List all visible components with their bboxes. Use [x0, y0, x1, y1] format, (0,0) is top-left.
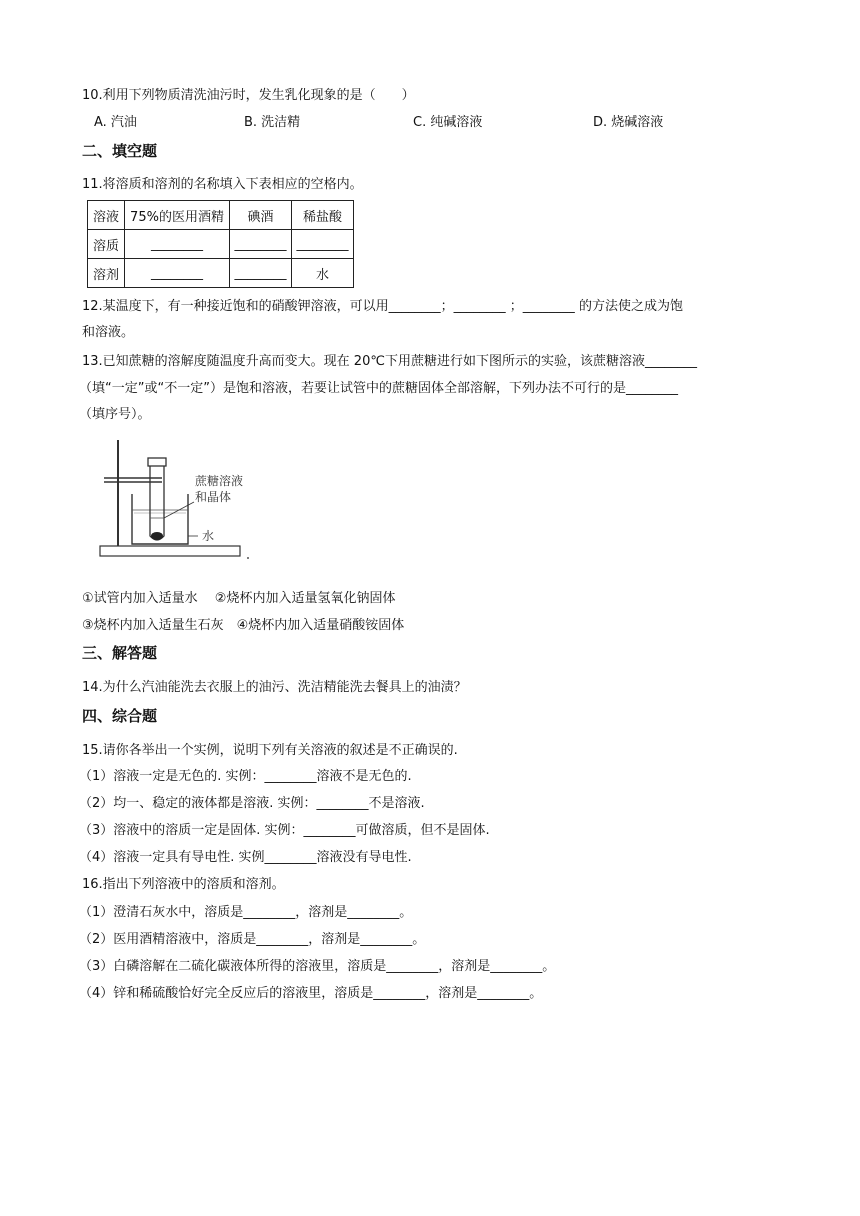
blank-line: ________ [151, 265, 203, 281]
table-cell: 溶液 [88, 201, 125, 230]
q16-item-3: （3）白磷溶解在二硫化碳液体所得的溶液里，溶质是________，溶剂是________。 [79, 959, 556, 974]
q13-choices-1: ①试管内加入适量水 ②烧杯内加入适量氢氧化钠固体 [82, 591, 396, 606]
q11-table [87, 200, 354, 288]
q15-item-1: （1）溶液一定是无色的. 实例：________溶液不是无色的. [79, 769, 412, 784]
q16-stem: 16.指出下列溶液中的溶质和溶剂。 [82, 877, 285, 892]
section-heading-answer: 三、解答题 [82, 644, 158, 662]
blank-line: ________ [296, 236, 349, 252]
q14-stem: 14.为什么汽油能洗去衣服上的油污、洗洁精能洗去餐具上的油渍？ [82, 680, 467, 695]
table-row [88, 259, 354, 288]
q10-option-d: D. 烧碱溶液 [593, 115, 664, 130]
q15-stem: 15.请你各举出一个实例，说明下列有关溶液的叙述是不正确误的. [82, 743, 458, 758]
figure-label-solution [195, 473, 243, 505]
q13-choices-2: ③烧杯内加入适量生石灰 ④烧杯内加入适量硝酸铵固体 [82, 618, 405, 633]
blank-line: ________ [234, 265, 287, 281]
q12-line-1: 12.某温度下，有一种接近饱和的硝酸钾溶液，可以用________；________ ；________ 的方法使之成为饱 [82, 299, 683, 314]
table-row [88, 230, 354, 259]
figure-label-line-1: 蔗糖溶液 [195, 474, 244, 488]
q16-item-2: （2）医用酒精溶液中，溶质是________，溶剂是________。 [79, 932, 426, 947]
answer-blank[interactable] [230, 230, 292, 259]
q15-item-3: （3）溶液中的溶质一定是固体. 实例：________可做溶质，但不是固体. [79, 823, 490, 838]
answer-blank[interactable] [125, 259, 230, 288]
table-cell: 溶剂 [88, 259, 125, 288]
table-cell: 水 [292, 259, 354, 288]
q10-option-b: B. 洗洁精 [244, 115, 301, 130]
q16-item-1: （1）澄清石灰水中，溶质是________，溶剂是________。 [79, 905, 413, 920]
table-cell: 溶质 [88, 230, 125, 259]
figure-label-line-2: 和晶体 [195, 490, 232, 504]
q15-item-2: （2）均一、稳定的液体都是溶液. 实例：________不是溶液. [79, 796, 425, 811]
q13-line-1: 13.已知蔗糖的溶解度随温度升高而变大。现在 20℃下用蔗糖进行如下图所示的实验，该蔗糖溶液________ [82, 354, 697, 369]
q11-stem: 11.将溶质和溶剂的名称填入下表相应的空格内。 [82, 177, 363, 192]
answer-blank[interactable] [230, 259, 292, 288]
answer-blank[interactable] [292, 230, 354, 259]
blank-line: ________ [151, 236, 203, 252]
blank-line: ________ [234, 236, 287, 252]
section-heading-comprehensive: 四、综合题 [82, 707, 158, 725]
q10-option-a: A. 汽油 [94, 115, 137, 130]
q15-item-4: （4）溶液一定具有导电性. 实例________溶液没有导电性. [79, 850, 412, 865]
q16-item-4: （4）锌和稀硫酸恰好完全反应后的溶液里，溶质是________，溶剂是________。 [79, 986, 543, 1001]
figure-label-water: 水 [202, 529, 215, 543]
q13-line-3: （填序号）。 [79, 407, 151, 422]
table-cell: 75%的医用酒精 [125, 201, 230, 230]
table-row [88, 201, 354, 230]
q10-stem: 10.利用下列物质清洗油污时，发生乳化现象的是（ ） [82, 88, 415, 103]
q13-line-2: （填“一定”或“不一定”）是饱和溶液，若要让试管中的蔗糖固体全部溶解，下列办法不可行的是________ [79, 381, 678, 396]
table-cell: 稀盐酸 [292, 201, 354, 230]
section-heading-fill-in: 二、填空题 [82, 142, 158, 160]
table-cell: 碘酒 [230, 201, 292, 230]
answer-blank[interactable] [125, 230, 230, 259]
q12-line-2: 和溶液。 [82, 325, 135, 340]
q10-option-c: C. 纯碱溶液 [413, 115, 483, 130]
